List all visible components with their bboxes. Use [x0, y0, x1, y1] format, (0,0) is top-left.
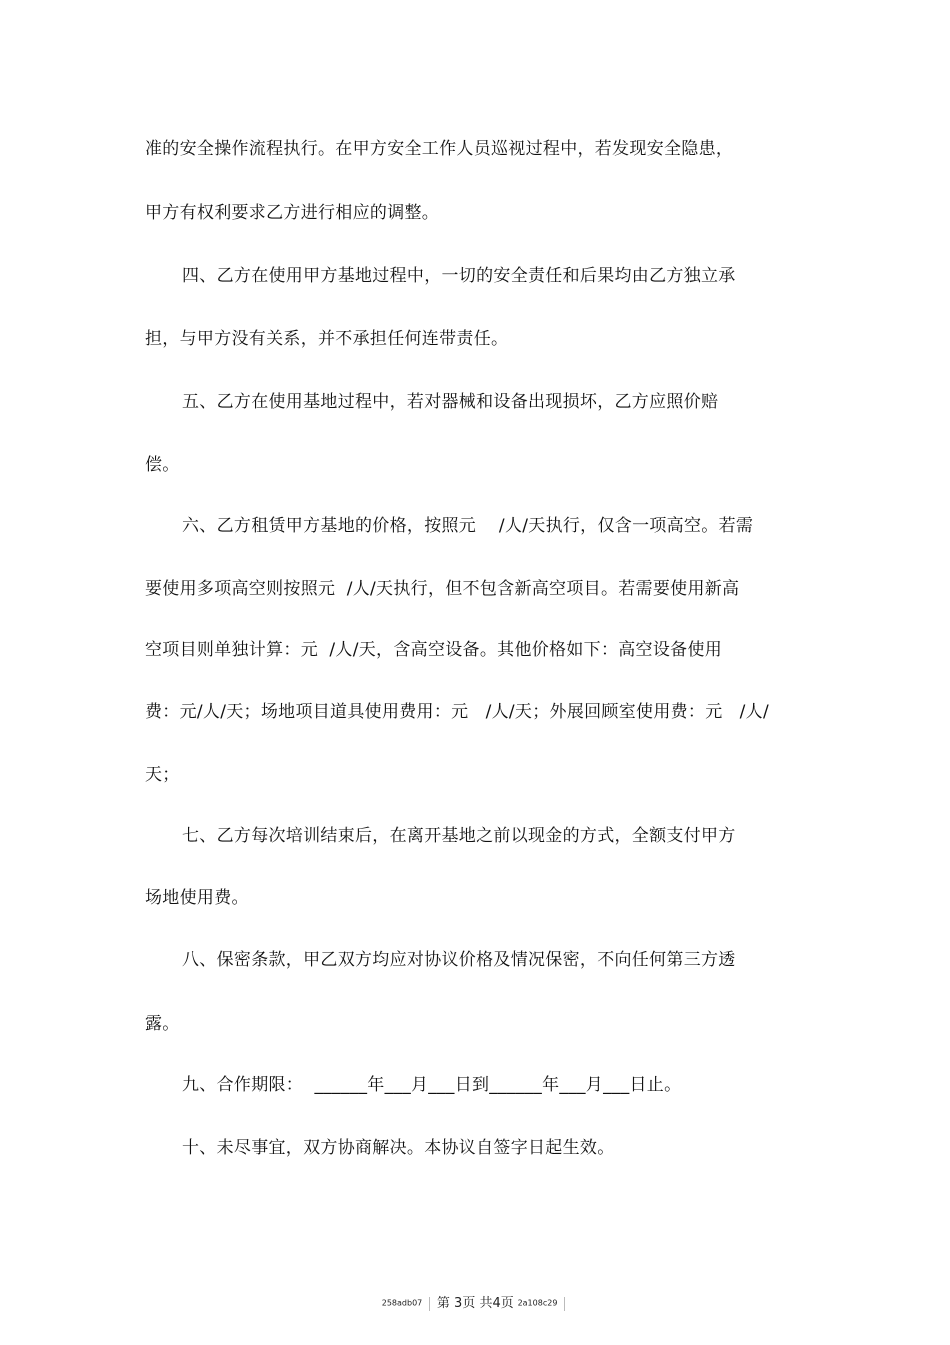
footer-left-code: 258adb07 [381, 1298, 423, 1308]
clause-6-line-3: 空项目则单独计算：元 /人/天，含高空设备。其他价格如下：高空设备使用 [145, 640, 723, 660]
clause-6-line-5: 天； [145, 765, 180, 785]
clause-7-line-2: 场地使用费。 [145, 888, 249, 908]
paragraph-3-line-3: 甲方有权利要求乙方进行相应的调整。 [145, 203, 440, 223]
clause-8-line-2: 露。 [145, 1014, 180, 1034]
clause-4-line-2: 担，与甲方没有关系，并不承担任何连带责任。 [145, 329, 509, 349]
page-number: 第 3页 共4页 [436, 1296, 514, 1311]
clause-4-line-1: 四、乙方在使用甲方基地过程中，一切的安全责任和后果均由乙方独立承 [182, 266, 736, 286]
page-footer [0, 1295, 950, 1312]
clause-10-line-1: 十、未尽事宜，双方协商解决。本协议自签字日起生效。 [182, 1138, 615, 1158]
clause-6-line-2: 要使用多项高空则按照元 /人/天执行，但不包含新高空项目。若需要使用新高 [145, 579, 740, 599]
clause-5-line-1: 五、乙方在使用基地过程中，若对器械和设备出现损坏，乙方应照价赔 [182, 392, 719, 412]
clause-7-line-1: 七、乙方每次培训结束后，在离开基地之前以现金的方式，全额支付甲方 [182, 826, 736, 846]
clause-8-line-1: 八、保密条款，甲乙双方均应对协议价格及情况保密，不向任何第三方透 [182, 950, 736, 970]
clause-9-line-1: 九、合作期限： ______年___月___日到______年___月___日止。 [182, 1075, 682, 1095]
clause-6-line-1: 六、乙方租赁甲方基地的价格，按照元 /人/天执行，仅含一项高空。若需 [182, 516, 754, 536]
footer-divider-right [564, 1297, 565, 1311]
clause-5-line-2: 偿。 [145, 455, 180, 475]
footer-divider [429, 1297, 430, 1311]
footer-right-code: 2a108c29 [517, 1298, 558, 1308]
clause-6-line-4: 费：元/人/天；场地项目道具使用费用：元 /人/天；外展回顾室使用费：元 /人/ [145, 702, 769, 722]
paragraph-3-line-2: 准的安全操作流程执行。在甲方安全工作人员巡视过程中，若发现安全隐患， [145, 139, 734, 159]
